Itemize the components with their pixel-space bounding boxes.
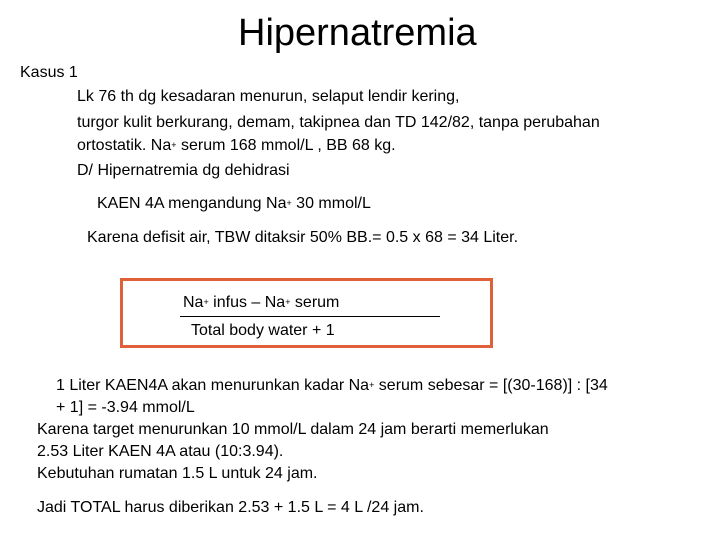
result-line-1	[56, 375, 608, 397]
slide-title: Hipernatremia	[238, 12, 477, 54]
case-line-3-a: ortostatik. Na	[77, 137, 172, 154]
result-line-5: Kebutuhan rumatan 1.5 L untuk 24 jam.	[37, 465, 318, 482]
kaen-line-b: 30 mmol/L	[291, 195, 371, 212]
sodium-charge: +	[369, 380, 375, 390]
numerator-c: serum	[290, 294, 340, 311]
sodium-charge: +	[286, 198, 292, 208]
case-line-3	[77, 135, 396, 157]
case-line-1: Lk 76 th dg kesadaran menurun, selaput lendir kering,	[77, 88, 460, 105]
formula-denominator: Total body water + 1	[191, 322, 335, 339]
numerator-a: Na	[183, 294, 204, 311]
diagnosis-line: D/ Hipernatremia dg dehidrasi	[77, 162, 290, 179]
fraction-line	[180, 316, 440, 317]
result-line-3: Karena target menurunkan 10 mmol/L dalam 24 jam berarti memerlukan	[37, 421, 549, 438]
case-label: Kasus 1	[20, 64, 78, 81]
case-line-2: turgor kulit berkurang, demam, takipnea dan TD 142/82, tanpa perubahan	[77, 114, 600, 131]
total-line: Jadi TOTAL harus diberikan 2.53 + 1.5 L = 4 L /24 jam.	[37, 499, 424, 516]
case-line-3-b: serum 168 mmol/L , BB 68 kg.	[176, 137, 396, 154]
numerator-b: infus – Na	[208, 294, 286, 311]
result-line-1-a: 1 Liter KAEN4A akan menurunkan kadar Na	[56, 377, 370, 394]
kaen-line-a: KAEN 4A mengandung Na	[97, 195, 287, 212]
result-line-4: 2.53 Liter KAEN 4A atau (10:3.94).	[37, 443, 284, 460]
tbw-line: Karena defisit air, TBW ditaksir 50% BB.= 0.5 x 68 = 34 Liter.	[87, 229, 519, 246]
result-line-1-b: serum sebesar = [(30-168)] : [34	[374, 377, 608, 394]
kaen-line	[97, 193, 371, 215]
formula-numerator	[183, 292, 339, 314]
sodium-charge: +	[203, 297, 209, 307]
result-line-2: + 1] = -3.94 mmol/L	[56, 399, 195, 416]
sodium-charge: +	[171, 140, 177, 150]
sodium-charge: +	[285, 297, 291, 307]
